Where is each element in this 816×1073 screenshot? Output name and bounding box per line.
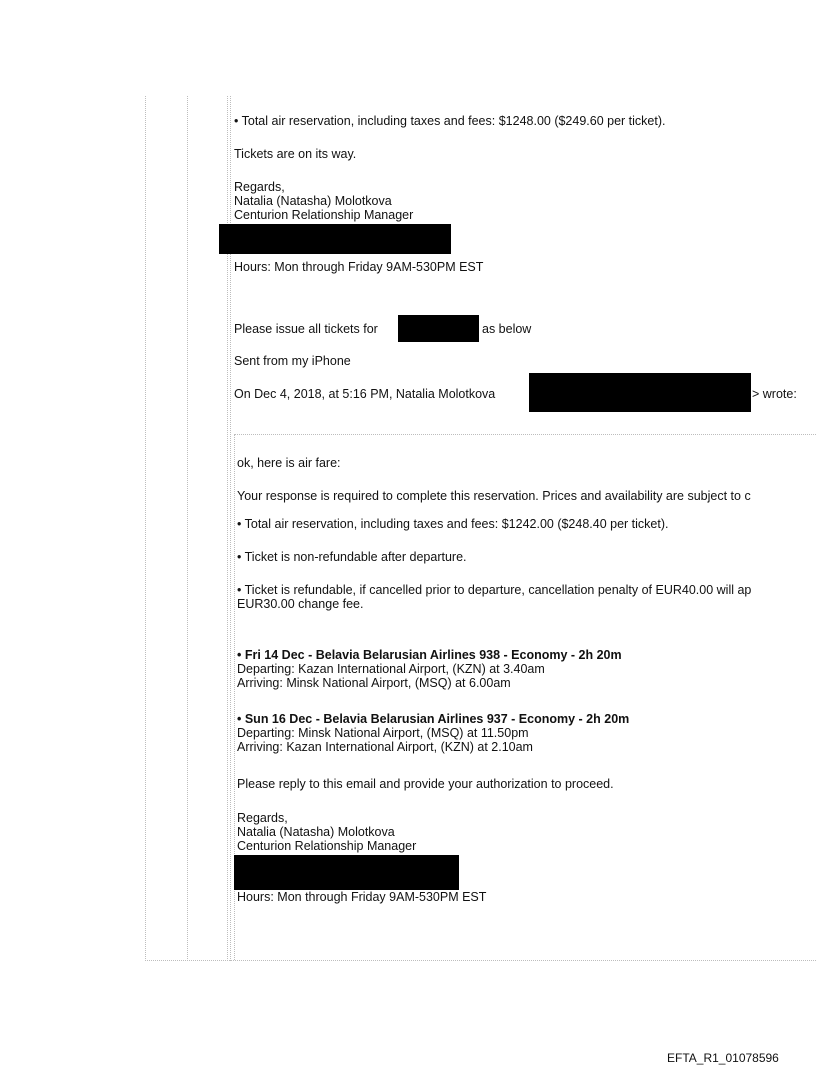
sent-from-line: Sent from my iPhone (234, 354, 351, 368)
reply-tickets-status: Tickets are on its way. (234, 147, 357, 161)
quoted-nonrefundable: • Ticket is non-refundable after departure. (237, 550, 467, 564)
on-date-suffix: > wrote: (752, 387, 797, 401)
quoted-intro: ok, here is air fare: (237, 456, 341, 470)
issue-request-suffix: as below (482, 322, 532, 336)
signature-name: Natalia (Natasha) Molotkova (234, 194, 392, 208)
on-date-prefix: On Dec 4, 2018, at 5:16 PM, Natalia Molotkova (234, 387, 496, 401)
redaction-box (529, 373, 751, 412)
signature-title: Centurion Relationship Manager (234, 208, 414, 222)
quoted-total-line: • Total air reservation, including taxes and fees: $1242.00 ($248.40 per ticket). (237, 517, 669, 531)
flight-header: • Sun 16 Dec - Belavia Belarusian Airlines 937 - Economy - 2h 20m (237, 712, 630, 726)
redaction-box (219, 224, 451, 254)
reply-hours: Hours: Mon through Friday 9AM-530PM EST (234, 260, 484, 274)
quoted-hours: Hours: Mon through Friday 9AM-530PM EST (237, 890, 487, 904)
flight-arriving: Arriving: Kazan International Airport, (KZN) at 2.10am (237, 740, 533, 754)
quoted-refundable (237, 583, 751, 611)
quoted-signature (237, 811, 416, 853)
redaction-box (234, 855, 459, 890)
reply-total-line: • Total air reservation, including taxes and fees: $1248.00 ($249.60 per ticket). (234, 114, 666, 128)
nested-quote-top-border (234, 434, 816, 435)
signature-regards: Regards, (234, 180, 285, 194)
signature-name: Natalia (Natasha) Molotkova (237, 825, 395, 839)
flight-departing: Departing: Minsk National Airport, (MSQ) at 11.50pm (237, 726, 529, 740)
reply-signature (234, 180, 413, 222)
refundable-line-1: • Ticket is refundable, if cancelled prior to departure, cancellation penalty of EUR40.00 will ap (237, 583, 752, 597)
flight-segment-1 (237, 648, 622, 690)
quoted-authorization: Please reply to this email and provide your authorization to proceed. (237, 777, 614, 791)
flight-departing: Departing: Kazan International Airport, (KZN) at 3.40am (237, 662, 545, 676)
quoted-required-notice: Your response is required to complete this reservation. Prices and availability are subject to c (237, 489, 751, 503)
issue-request-prefix: Please issue all tickets for (234, 322, 378, 336)
flight-header: • Fri 14 Dec - Belavia Belarusian Airlines 938 - Economy - 2h 20m (237, 648, 622, 662)
signature-regards: Regards, (237, 811, 288, 825)
signature-title: Centurion Relationship Manager (237, 839, 417, 853)
outer-left-border (145, 96, 146, 961)
outer-bottom-border (145, 960, 816, 961)
refundable-line-2: EUR30.00 change fee. (237, 597, 364, 611)
document-id: EFTA_R1_01078596 (667, 1051, 779, 1065)
flight-segment-2 (237, 712, 629, 754)
inner-left-border (187, 96, 188, 961)
redaction-box (398, 315, 479, 342)
flight-arriving: Arriving: Minsk National Airport, (MSQ) at 6.00am (237, 676, 511, 690)
